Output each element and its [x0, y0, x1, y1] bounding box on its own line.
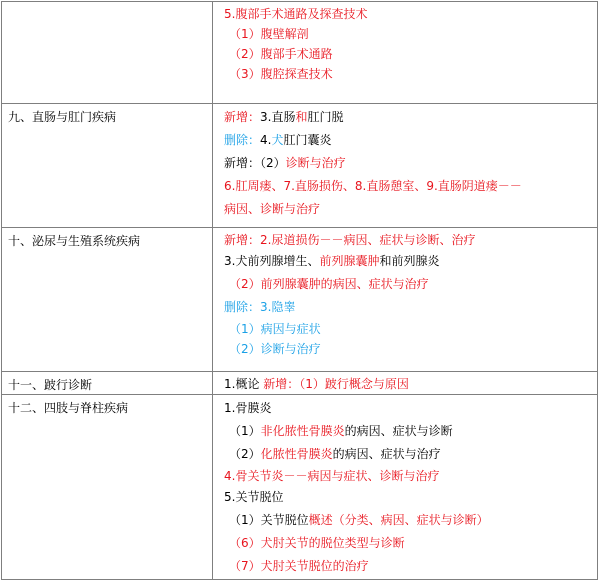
- content-line: [224, 152, 597, 175]
- content-line: [224, 296, 597, 319]
- content-text: 概述（分类、病因、症状与诊断）: [308, 513, 489, 527]
- content-line: [224, 4, 597, 24]
- table-row: [2, 372, 598, 395]
- content-text: 4.: [260, 133, 272, 147]
- chapter-title: 十二、四肢与脊柱疾病: [8, 401, 129, 415]
- content-text: （2）诊断与治疗: [229, 342, 321, 356]
- content-line: [224, 374, 597, 394]
- content-text: （2）前列腺囊肿的病因、症状与治疗: [229, 277, 429, 291]
- content-text: 肛门脱: [307, 110, 344, 124]
- content-text: 新增：: [224, 110, 261, 124]
- chapter-title: 十一、跛行诊断: [8, 378, 93, 392]
- content-line: [224, 319, 597, 339]
- content-text: 诊断与治疗: [285, 156, 346, 170]
- content-text: 新增：（2）: [224, 156, 286, 170]
- content-line: [224, 64, 597, 84]
- content-text: 肛门囊炎: [283, 133, 332, 147]
- content-cell: [213, 395, 598, 580]
- content-line: [224, 397, 597, 420]
- chapter-title-cell: [2, 395, 213, 580]
- content-text: （2）: [229, 447, 261, 461]
- chapter-title: 九、直肠与肛门疾病: [8, 110, 117, 124]
- content-text: 3.犬前列腺增生、: [224, 254, 320, 268]
- chapter-title-cell: [2, 372, 213, 395]
- content-cell: [213, 228, 598, 372]
- content-line: [224, 466, 597, 486]
- content-line: [224, 24, 597, 44]
- content-text: 3.直肠: [260, 110, 296, 124]
- content-line: [224, 44, 597, 64]
- content-text: 的病因、症状与诊断: [344, 424, 453, 438]
- content-text: 病因、诊断与治疗: [224, 202, 321, 216]
- content-text: （7）犬肘关节脱位的治疗: [229, 559, 369, 573]
- content-text: 化脓性骨膜炎: [260, 447, 333, 461]
- content-text: 4.骨关节炎－－病因与症状、诊断与治疗: [224, 469, 440, 483]
- content-text: 前列腺囊肿: [319, 254, 380, 268]
- content-text: 1.概论: [224, 377, 264, 391]
- content-text: （1）病因与症状: [229, 322, 321, 336]
- content-line: [224, 230, 597, 250]
- content-text: 5.关节脱位: [224, 490, 284, 504]
- content-text: 1.骨膜炎: [224, 401, 272, 415]
- content-line: [224, 198, 597, 221]
- content-text: 5.腹部手术通路及探查技术: [224, 7, 368, 21]
- content-text: 删除：3.隐睾: [224, 300, 296, 314]
- table-row: [2, 104, 598, 228]
- table-row: [2, 395, 598, 580]
- content-text: 和前列腺炎: [379, 254, 440, 268]
- content-cell: [213, 104, 598, 228]
- content-line: [224, 339, 597, 359]
- content-text: 的病因、症状与治疗: [332, 447, 441, 461]
- content-text: （3）腹腔探查技术: [229, 67, 333, 81]
- table-row: [2, 228, 598, 372]
- chapter-title-cell: [2, 104, 213, 228]
- content-text: （1）腹壁解剖: [229, 27, 309, 41]
- table-row: [2, 2, 598, 104]
- content-text: 犬: [271, 133, 284, 147]
- content-line: [224, 486, 597, 509]
- content-text: （2）腹部手术通路: [229, 47, 333, 61]
- chapter-title-cell: [2, 2, 213, 104]
- content-line: [224, 106, 597, 129]
- content-text: 和: [295, 110, 308, 124]
- chapter-title: 十、泌尿与生殖系统疾病: [8, 234, 141, 248]
- syllabus-changes-table: [1, 1, 598, 580]
- content-line: [224, 129, 597, 152]
- content-text: 删除：: [224, 133, 261, 147]
- content-text: （6）犬肘关节的脱位类型与诊断: [229, 536, 405, 550]
- content-line: [224, 532, 597, 555]
- content-text: 非化脓性骨膜炎: [260, 424, 345, 438]
- content-text: 6.肛周瘘、7.直肠损伤、8.直肠憩室、9.直肠阴道瘘－－: [224, 179, 522, 193]
- content-cell: [213, 372, 598, 395]
- content-line: [224, 420, 597, 443]
- content-line: [224, 509, 597, 532]
- content-line: [224, 273, 597, 296]
- content-text: （1）: [229, 424, 261, 438]
- content-line: [224, 175, 597, 198]
- chapter-title-cell: [2, 228, 213, 372]
- content-line: [224, 555, 597, 578]
- content-text: 新增：2.尿道损伤－－病因、症状与诊断、治疗: [224, 233, 476, 247]
- content-text: （1）关节脱位: [229, 513, 309, 527]
- content-line: [224, 443, 597, 466]
- content-line: [224, 250, 597, 273]
- content-cell: [213, 2, 598, 104]
- content-text: 新增：（1）跛行概念与原因: [263, 377, 409, 391]
